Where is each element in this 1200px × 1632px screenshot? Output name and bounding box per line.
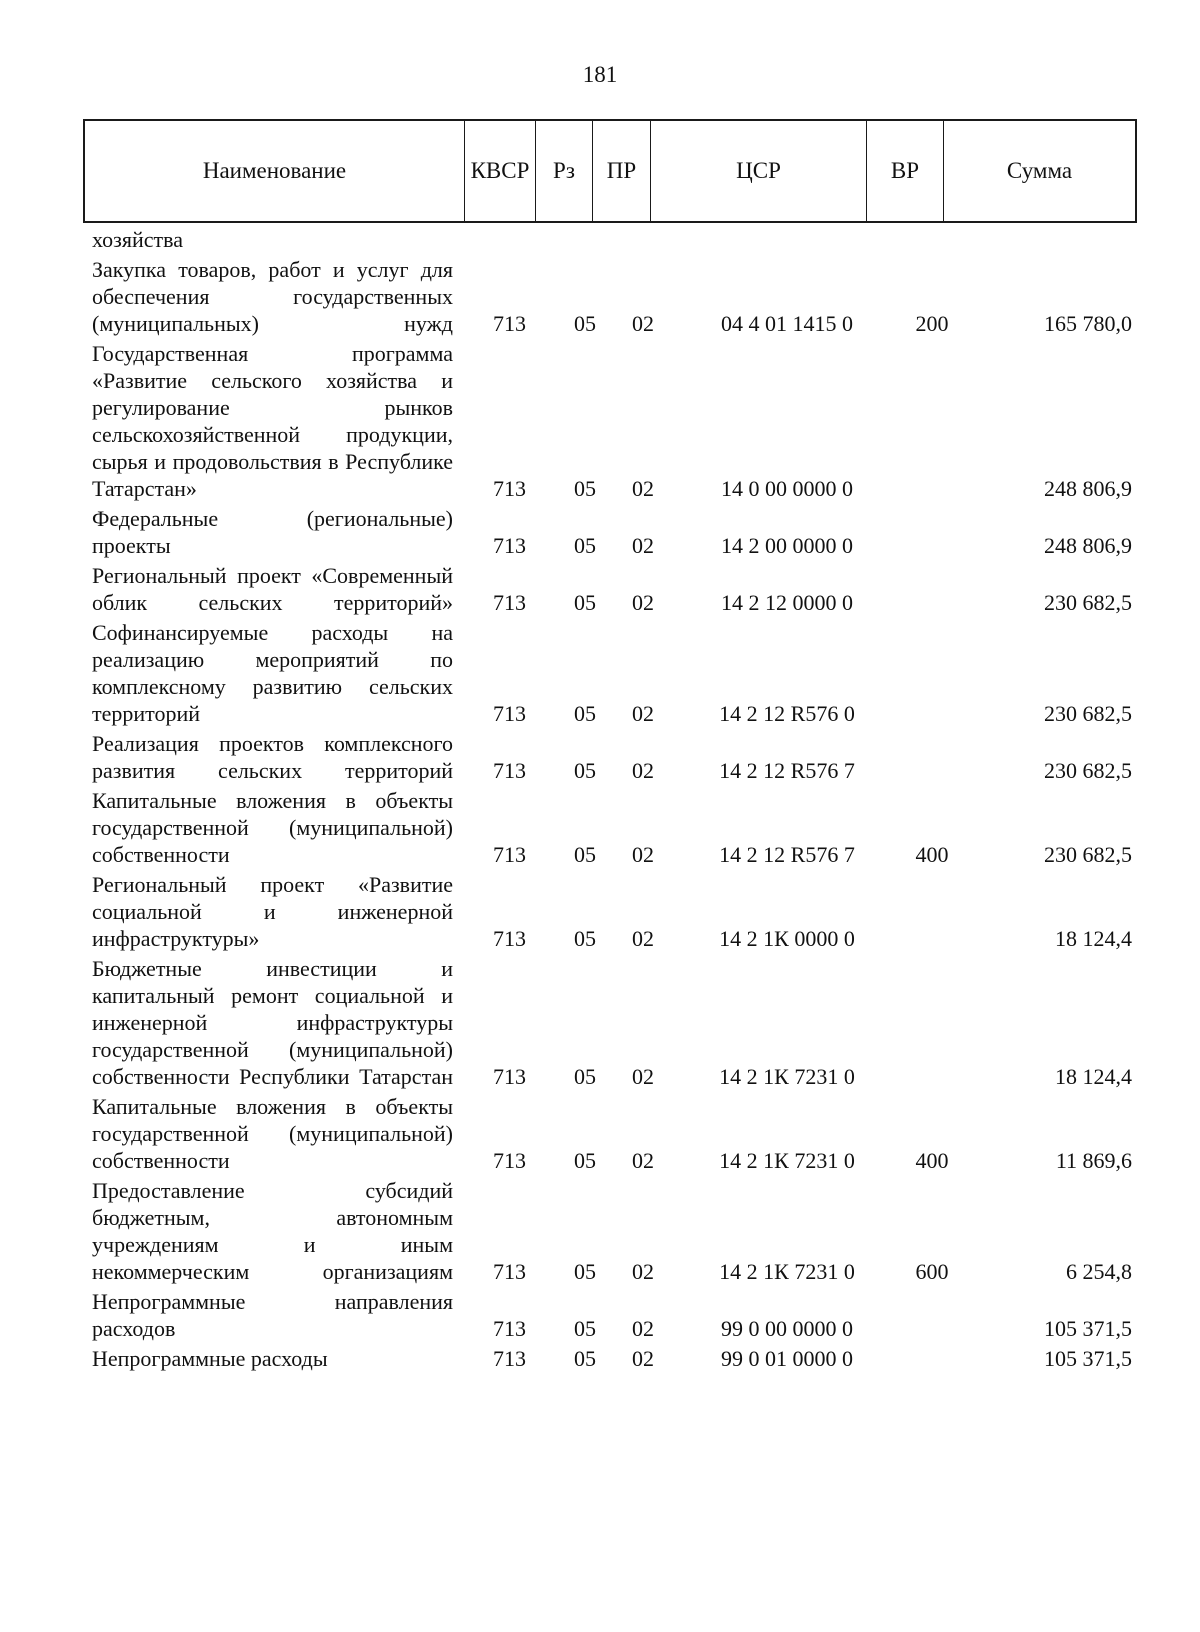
row-kvsr: 713	[493, 758, 526, 783]
row-pr: 02	[632, 1259, 654, 1284]
table-row	[92, 619, 1132, 727]
table-row	[92, 562, 1132, 616]
table-row	[92, 1177, 1132, 1285]
row-pr: 02	[632, 1316, 654, 1341]
table-row	[92, 871, 1132, 952]
table-row	[92, 730, 1132, 784]
table-row	[92, 955, 1132, 1090]
row-pr: 02	[632, 311, 654, 336]
table-row	[92, 1093, 1132, 1174]
row-pr: 02	[632, 1346, 654, 1371]
table-row	[92, 256, 1132, 337]
row-sum: 6 254,8	[1066, 1259, 1132, 1284]
row-name: Государственная программа «Развитие сельского хозяйства и регулирование рынков сельскохозяйственной продукции, сырья и продовольствия в Республике Татарстан»	[92, 341, 453, 501]
row-name: Закупка товаров, работ и услуг для обеспечения государственных (муниципальных) нужд	[92, 257, 453, 336]
page-number: 181	[582, 62, 618, 87]
row-csr: 99 0 01 0000 0	[721, 1346, 853, 1371]
row-kvsr: 713	[493, 533, 526, 558]
row-kvsr: 713	[493, 1346, 526, 1371]
row-kvsr: 713	[493, 476, 526, 501]
header-name: Наименование	[85, 121, 465, 221]
row-name: Софинансируемые расходы на реализацию мероприятий по комплексному развитию сельских территорий	[92, 620, 453, 726]
row-rz: 05	[574, 926, 596, 951]
header-pr: ПР	[593, 121, 651, 221]
row-sum: 105 371,5	[1044, 1316, 1132, 1341]
row-name: хозяйства	[92, 227, 183, 252]
row-csr: 14 2 1К 0000 0	[719, 926, 855, 951]
header-rz: Рз	[536, 121, 593, 221]
row-sum: 230 682,5	[1044, 842, 1132, 867]
row-rz: 05	[574, 311, 596, 336]
table-row	[92, 226, 1132, 253]
header-kvsr: КВСР	[465, 121, 536, 221]
row-vr: 400	[915, 842, 949, 867]
row-rz: 05	[574, 1346, 596, 1371]
row-name: Федеральные (региональные) проекты	[92, 506, 453, 558]
row-csr: 14 2 12 R576 0	[719, 701, 855, 726]
row-sum: 165 780,0	[1044, 311, 1132, 336]
row-kvsr: 713	[493, 1259, 526, 1284]
row-csr: 14 2 1К 7231 0	[719, 1064, 855, 1089]
row-csr: 14 2 12 R576 7	[719, 842, 855, 867]
table-body	[92, 226, 1132, 1372]
row-name: Непрограммные направления расходов	[92, 1289, 453, 1341]
row-pr: 02	[632, 842, 654, 867]
row-csr: 14 2 12 R576 7	[719, 758, 855, 783]
row-csr: 14 2 12 0000 0	[721, 590, 853, 615]
table-row	[92, 787, 1132, 868]
header-csr: ЦСР	[651, 121, 867, 221]
table-row	[92, 1288, 1132, 1342]
row-sum: 230 682,5	[1044, 758, 1132, 783]
row-name: Предоставление субсидий бюджетным, автономным учреждениям и иным некоммерческим организациям	[92, 1178, 453, 1284]
row-name: Непрограммные расходы	[92, 1346, 328, 1371]
row-pr: 02	[632, 758, 654, 783]
row-rz: 05	[574, 1316, 596, 1341]
row-name: Региональный проект «Развитие социальной и инженерной инфраструктуры»	[92, 872, 453, 951]
row-pr: 02	[632, 533, 654, 558]
row-rz: 05	[574, 476, 596, 501]
row-sum: 248 806,9	[1044, 476, 1132, 501]
row-vr: 400	[915, 1148, 949, 1173]
row-pr: 02	[632, 1064, 654, 1089]
table-row	[92, 505, 1132, 559]
row-rz: 05	[574, 842, 596, 867]
row-kvsr: 713	[493, 311, 526, 336]
row-pr: 02	[632, 926, 654, 951]
row-kvsr: 713	[493, 1148, 526, 1173]
row-pr: 02	[632, 476, 654, 501]
row-rz: 05	[574, 1064, 596, 1089]
row-kvsr: 713	[493, 1064, 526, 1089]
row-pr: 02	[632, 1148, 654, 1173]
table-header	[83, 119, 1137, 223]
row-pr: 02	[632, 701, 654, 726]
header-sum: Сумма	[1006, 158, 1073, 183]
row-csr: 99 0 00 0000 0	[721, 1316, 853, 1341]
row-sum: 11 869,6	[1055, 1148, 1132, 1173]
row-kvsr: 713	[493, 842, 526, 867]
row-sum: 230 682,5	[1044, 590, 1132, 615]
row-pr: 02	[632, 590, 654, 615]
row-rz: 05	[574, 590, 596, 615]
row-vr: 200	[915, 311, 949, 336]
row-kvsr: 713	[493, 1316, 526, 1341]
row-sum: 18 124,4	[1055, 1064, 1132, 1089]
row-name: Реализация проектов комплексного развития сельских территорий	[92, 731, 453, 783]
table-row	[92, 1345, 1132, 1372]
row-name: Бюджетные инвестиции и капитальный ремонт социальной и инженерной инфраструктуры государственной (муниципальной) собственности Республики Татарстан	[92, 956, 453, 1089]
row-csr: 04 4 01 1415 0	[721, 311, 853, 336]
row-csr: 14 0 00 0000 0	[721, 476, 853, 501]
row-kvsr: 713	[493, 590, 526, 615]
row-name: Капитальные вложения в объекты государственной (муниципальной) собственности	[92, 1094, 453, 1173]
row-vr: 600	[915, 1259, 949, 1284]
row-rz: 05	[574, 1148, 596, 1173]
row-kvsr: 713	[493, 701, 526, 726]
row-sum: 18 124,4	[1055, 926, 1132, 951]
row-rz: 05	[574, 758, 596, 783]
row-sum: 230 682,5	[1044, 701, 1132, 726]
row-rz: 05	[574, 1259, 596, 1284]
row-rz: 05	[574, 701, 596, 726]
row-kvsr: 713	[493, 926, 526, 951]
row-name: Капитальные вложения в объекты государственной (муниципальной) собственности	[92, 788, 453, 867]
row-sum: 105 371,5	[1044, 1346, 1132, 1371]
row-name: Региональный проект «Современный облик сельских территорий»	[92, 563, 453, 615]
table-row	[92, 340, 1132, 502]
row-csr: 14 2 1К 7231 0	[719, 1259, 855, 1284]
row-csr: 14 2 00 0000 0	[721, 533, 853, 558]
header-vr: ВР	[867, 121, 944, 221]
row-csr: 14 2 1К 7231 0	[719, 1148, 855, 1173]
row-rz: 05	[574, 533, 596, 558]
row-sum: 248 806,9	[1044, 533, 1132, 558]
